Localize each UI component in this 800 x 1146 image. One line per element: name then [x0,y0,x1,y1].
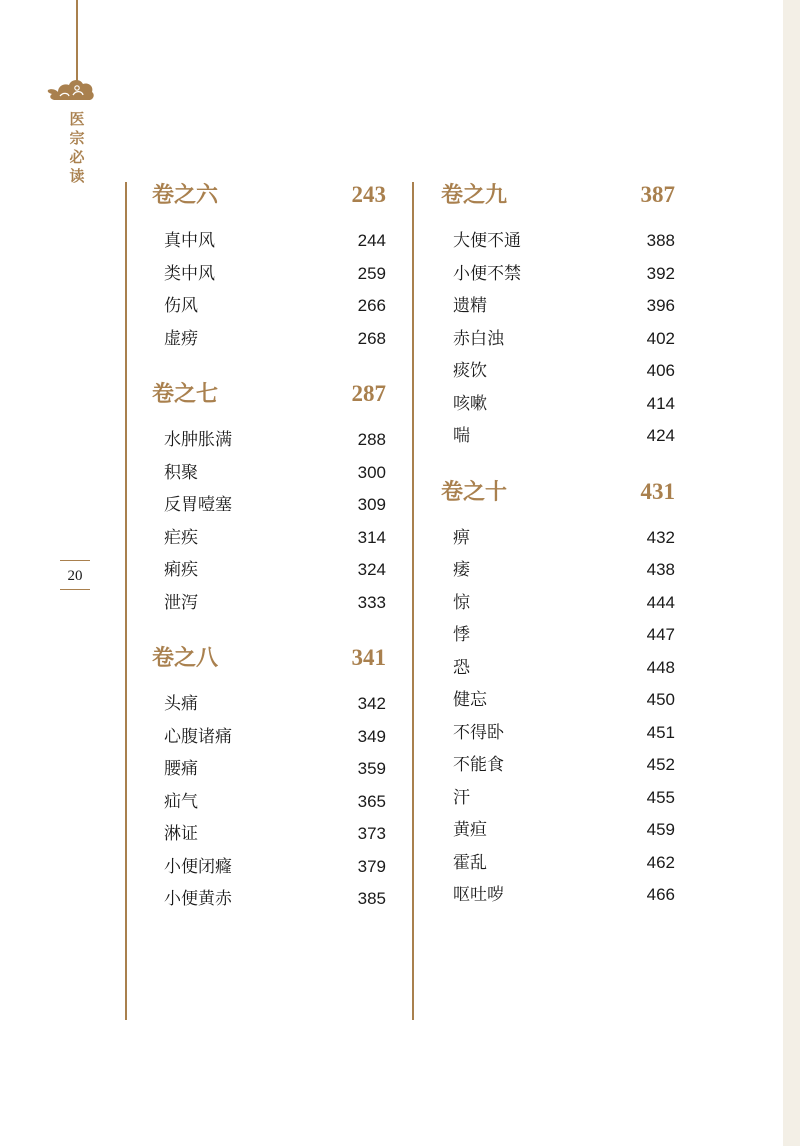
entry-page-number: 324 [357,560,386,579]
toc-entry[interactable] [441,522,675,555]
entry-title: 大便不通 [453,231,521,251]
volume-title: 卷之九 [441,182,508,208]
toc-entry[interactable] [441,388,675,421]
entry-title: 喘 [453,426,470,446]
entry-title: 健忘 [453,690,487,710]
page-number: 20 [60,560,90,590]
entry-page-number: 314 [357,527,386,547]
toc-entry[interactable] [152,489,386,522]
volume-page-number: 431 [640,478,675,504]
toc-entry[interactable] [441,225,675,258]
toc-entry[interactable] [152,753,386,786]
toc-entry[interactable] [152,457,386,490]
entry-title: 痿 [453,560,470,580]
entry-title: 恐 [453,657,470,678]
toc-entry[interactable] [152,818,386,851]
toc-entry[interactable] [441,355,675,388]
toc-entry[interactable] [441,879,675,912]
toc-entry[interactable] [152,522,386,555]
entry-list [152,225,386,355]
toc-entry[interactable] [441,717,675,750]
entry-title: 水肿胀满 [164,430,232,450]
column-divider-right [412,182,414,1020]
page-edge-strip [783,0,800,1146]
entry-page-number: 373 [357,824,386,843]
toc-column-right [441,180,675,936]
entry-list [441,225,675,453]
entry-title: 呕吐哕 [453,885,504,905]
toc-entry[interactable] [441,749,675,782]
book-title: 医宗必读 [69,110,85,185]
volume-heading[interactable] [441,180,675,210]
entry-page-number: 359 [357,759,386,778]
toc-entry[interactable] [441,652,675,685]
auspicious-cloud-icon [46,74,96,104]
entry-page-number: 244 [357,231,386,250]
entry-title: 惊 [453,592,470,613]
toc-entry[interactable] [441,554,675,587]
toc-entry[interactable] [152,587,386,620]
entry-page-number: 342 [357,694,386,713]
toc-entry[interactable] [152,554,386,587]
volume-title: 卷之十 [441,478,508,505]
entry-title: 赤白浊 [453,328,504,349]
toc-entry[interactable] [152,688,386,721]
toc-entry[interactable] [441,814,675,847]
entry-page-number: 266 [357,296,386,315]
entry-page-number: 402 [646,328,675,348]
toc-entry[interactable] [441,290,675,323]
entry-title: 泄泻 [164,592,198,613]
volume-heading[interactable] [152,379,386,409]
entry-title: 反胃噎塞 [164,495,232,515]
toc-entry[interactable] [441,782,675,815]
entry-title: 汗 [453,787,470,808]
entry-title: 腰痛 [164,759,198,779]
entry-page-number: 451 [646,722,675,742]
entry-title: 小便黄赤 [164,889,232,909]
entry-title: 虚痨 [164,328,198,349]
volume-page-number: 387 [640,182,675,207]
entry-page-number: 447 [646,625,675,644]
entry-title: 小便不禁 [453,263,521,284]
entry-page-number: 268 [357,328,386,348]
entry-page-number: 462 [646,852,675,872]
entry-page-number: 452 [646,755,675,774]
toc-entry[interactable] [152,786,386,819]
entry-title: 痹 [453,527,470,548]
entry-title: 不能食 [453,755,504,775]
volume-heading[interactable] [152,643,386,673]
volume-page-number: 243 [351,182,386,207]
entry-page-number: 459 [646,820,675,839]
entry-title: 小便闭癃 [164,856,232,877]
toc-entry[interactable] [152,323,386,356]
toc-entry[interactable] [152,424,386,457]
entry-title: 淋证 [164,824,198,844]
entry-page-number: 450 [646,690,675,709]
entry-title: 黄疸 [453,820,487,840]
toc-entry[interactable] [152,225,386,258]
entry-title: 痰饮 [453,361,487,381]
volume-title: 卷之七 [152,381,219,407]
entry-page-number: 424 [646,426,675,445]
entry-page-number: 288 [357,430,386,449]
entry-list [152,688,386,916]
entry-title: 遗精 [453,296,487,316]
entry-page-number: 300 [357,462,386,482]
entry-page-number: 388 [646,231,675,250]
entry-list [152,424,386,619]
volume-page-number: 287 [351,381,386,406]
entry-title: 头痛 [164,694,198,714]
entry-title: 伤风 [164,296,198,316]
toc-entry[interactable] [441,847,675,880]
toc-entry[interactable] [152,721,386,754]
volume-title: 卷之六 [152,182,219,208]
entry-title: 类中风 [164,263,215,284]
entry-title: 霍乱 [453,852,487,873]
entry-page-number: 448 [646,657,675,677]
toc-entry[interactable] [152,290,386,323]
entry-page-number: 309 [357,495,386,514]
entry-page-number: 333 [357,592,386,612]
entry-page-number: 259 [357,263,386,283]
volume-heading[interactable] [152,180,386,210]
entry-title: 积聚 [164,462,198,483]
toc-column-left [152,180,386,940]
volume-title: 卷之八 [152,645,219,671]
entry-page-number: 438 [646,560,675,579]
entry-page-number: 432 [646,527,675,547]
entry-page-number: 396 [646,296,675,315]
toc-entry[interactable] [441,323,675,356]
entry-page-number: 392 [646,263,675,283]
entry-page-number: 349 [357,726,386,746]
entry-page-number: 414 [646,393,675,413]
toc-entry[interactable] [152,258,386,291]
entry-title: 疟疾 [164,527,198,548]
entry-page-number: 379 [357,856,386,876]
entry-list [441,522,675,912]
toc-entry[interactable] [152,851,386,884]
entry-title: 疝气 [164,791,198,812]
hanging-line [76,0,78,82]
entry-title: 心腹诸痛 [164,726,232,747]
toc-entry[interactable] [152,883,386,916]
toc-entry[interactable] [441,619,675,652]
entry-title: 悸 [453,625,470,645]
toc-entry[interactable] [441,420,675,453]
entry-title: 咳嗽 [453,393,487,414]
entry-page-number: 466 [646,885,675,904]
entry-title: 痢疾 [164,560,198,580]
volume-heading[interactable] [441,477,675,507]
entry-title: 真中风 [164,231,215,251]
toc-entry[interactable] [441,587,675,620]
column-divider-left [125,182,127,1020]
entry-title: 不得卧 [453,722,504,743]
entry-page-number: 444 [646,592,675,612]
volume-page-number: 341 [351,645,386,670]
toc-entry[interactable] [441,258,675,291]
toc-entry[interactable] [441,684,675,717]
entry-page-number: 385 [357,889,386,908]
entry-page-number: 455 [646,787,675,807]
entry-page-number: 406 [646,361,675,380]
entry-page-number: 365 [357,791,386,811]
